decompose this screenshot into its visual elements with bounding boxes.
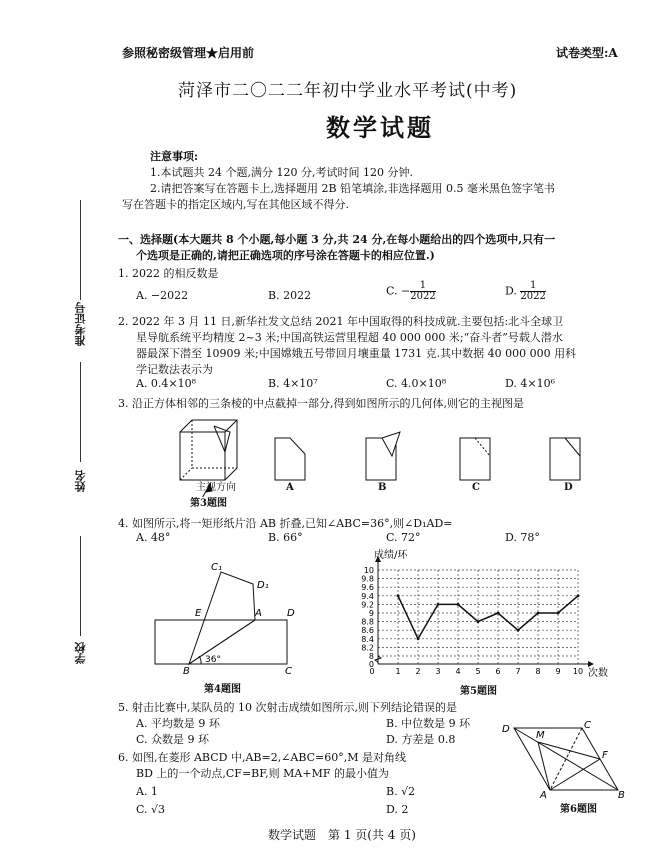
chart-y-tick-label: 8.4 — [361, 634, 374, 644]
margin-line — [80, 362, 81, 462]
chart-x-tick-label: 0 — [369, 667, 375, 676]
chart-x-tick-label: 9 — [555, 667, 561, 676]
q5-option-a: A. 平均数是 9 环 — [136, 717, 220, 730]
q1-d-fraction — [520, 281, 545, 302]
chart-y-tick-label: 10 — [363, 566, 374, 575]
chart-y-tick-label: 8.2 — [361, 643, 374, 653]
q2-option-a: A. 0.4×10⁸ — [136, 377, 197, 390]
chart-ylabel: 成绩/环 — [374, 550, 408, 561]
chart-y-tick-label: 9.4 — [361, 591, 374, 601]
page-footer: 数学试题 第 1 页(共 4 页) — [268, 828, 416, 842]
notes-item-2a: 2.请把答案写在答题卡上,选择题用 2B 铅笔填涂,非选择题用 0.5 毫米黑色签字笔书 — [150, 182, 556, 195]
q2-line1: 2. 2022 年 3 月 11 日,新华社发文总结 2021 年中国取得的科技成就.主要包括:北斗全球卫 — [118, 315, 564, 328]
q3-option-b-figure — [366, 432, 400, 480]
q6-label-d: D — [502, 724, 510, 735]
q2-line3: 器最深下潜至 10909 米;中国嫦娥五号带回月壤重量 1731 克.其中数据 40 000 000 用科 — [136, 347, 577, 360]
q1-d-num: 1 — [520, 281, 545, 292]
q4-label-e: E — [195, 608, 202, 619]
chart-x-tick-label: 1 — [395, 667, 401, 676]
chart-x-tick-labels — [369, 667, 583, 676]
q3-option-d-figure — [550, 438, 580, 480]
q6-label-c: C — [584, 720, 591, 731]
q4-option-c: C. 72° — [386, 531, 421, 544]
q1-option-d — [505, 281, 546, 302]
chart-y-tick-labels — [361, 566, 374, 669]
header-right: 试卷类型:A — [556, 46, 618, 60]
q3-label-c: C — [472, 482, 480, 493]
margin-name: 姓名 — [74, 470, 87, 492]
chart-x-tick-label: 10 — [572, 667, 584, 676]
q4-label-c1: C₁ — [211, 562, 222, 573]
q6-option-b: B. √2 — [386, 785, 416, 798]
chart-x-arrow — [588, 661, 594, 667]
chart-point — [517, 629, 520, 632]
q6-option-d: D. 2 — [386, 803, 409, 816]
chart-y-tick-label: 8 — [368, 652, 374, 661]
q3-option-c-figure — [460, 438, 490, 480]
q3-label-d: D — [564, 482, 573, 493]
q1-d-den: 2022 — [520, 291, 546, 302]
chart-x-tick-label: 2 — [415, 667, 421, 676]
q1-option-b: B. 2022 — [268, 289, 312, 302]
q1-option-a: A. −2022 — [136, 289, 189, 302]
q3-label-a: A — [286, 482, 294, 493]
chart-point — [457, 603, 460, 606]
chart-series-line — [398, 596, 578, 639]
q5-option-d: D. 方差是 0.8 — [386, 733, 456, 746]
q6-rhombus-figure — [500, 718, 630, 800]
margin-zkzh: 准考证号 — [74, 302, 87, 346]
q6-option-c: C. √3 — [136, 803, 166, 816]
q4-option-a: A. 48° — [136, 531, 171, 544]
q3-fig-caption: 第3题图 — [190, 498, 227, 509]
section1-line1: 一、选择题(本大题共 8 个小题,每小题 3 分,共 24 分,在每小题给出的四个选项中,只有一 — [118, 233, 556, 246]
subject-title: 数学试题 — [326, 113, 434, 142]
chart-y-tick-label: 8.8 — [361, 617, 374, 627]
q4-option-b: B. 66° — [268, 531, 303, 544]
chart-y-tick-label: 9.6 — [361, 583, 374, 593]
q4-label-c: C — [285, 666, 292, 677]
chart-xlabel: 次数 — [588, 668, 608, 679]
q2-line4: 学记数法表示为 — [136, 363, 213, 376]
q6-fig-caption: 第6题图 — [560, 804, 597, 815]
q1-stem: 1. 2022 的相反数是 — [118, 267, 219, 280]
q3-figures — [170, 412, 610, 497]
chart-point — [397, 594, 400, 597]
notes-item-1: 1.本试题共 24 个题,满分 120 分,考试时间 120 分钟. — [150, 166, 413, 179]
chart-x-tick-label: 6 — [495, 667, 501, 676]
q2-option-c: C. 4.0×10⁸ — [386, 377, 447, 390]
q2-option-b: B. 4×10⁷ — [268, 377, 318, 390]
chart-point — [417, 637, 420, 640]
section1-line2: 个选项是正确的,请把正确选项的序号涂在答题卡的相应位置.) — [136, 249, 435, 262]
chart-axes — [375, 556, 594, 667]
header-left: 参照秘密级管理★启用前 — [122, 46, 255, 60]
q1-c-fraction — [410, 281, 435, 302]
q4-fig-caption: 第4题图 — [204, 684, 241, 695]
q6-option-a: A. 1 — [136, 785, 158, 798]
margin-line — [80, 200, 81, 300]
q4-label-b: B — [183, 666, 190, 677]
chart-y-tick-label: 9.8 — [361, 574, 374, 584]
q6-line2: BD 上的一个动点,CF=BF,则 MA+MF 的最小值为 — [136, 767, 389, 780]
margin-line — [80, 536, 81, 636]
q4-label-d1: D₁ — [257, 580, 269, 591]
q5-stem: 5. 射击比赛中,某队员的 10 次射击成绩如图所示,则下列结论错误的是 — [118, 701, 457, 714]
chart-x-tick-label: 5 — [475, 667, 481, 676]
q4-stem: 4. 如图所示,将一矩形纸片沿 AB 折叠,已知∠ABC=36°,则∠D₁AD= — [118, 517, 453, 530]
q3-label-b: B — [378, 482, 387, 493]
chart-x-tick-label: 8 — [535, 667, 541, 676]
q4-label-d: D — [287, 608, 295, 619]
q6-label-b: B — [618, 790, 625, 800]
q5-option-c: C. 众数是 9 环 — [136, 733, 210, 746]
q5-line-chart — [350, 548, 618, 680]
chart-y-tick-label: 9.2 — [361, 600, 374, 610]
q6-label-f: F — [602, 750, 608, 761]
chart-point — [577, 594, 580, 597]
q3-view-direction: 主视方向 — [196, 482, 236, 493]
q1-c-den: 2022 — [410, 291, 436, 302]
exam-title: 菏泽市二〇二二年初中学业水平考试(中考) — [178, 81, 518, 101]
q2-option-d: D. 4×10⁶ — [505, 377, 556, 390]
q4-label-a: A — [255, 608, 262, 619]
chart-x-tick-label: 3 — [435, 667, 441, 676]
chart-point — [557, 612, 560, 615]
q4-label-angle: 36° — [205, 655, 221, 665]
q1-option-c — [386, 281, 436, 302]
chart-x-tick-label: 7 — [515, 667, 521, 676]
notes-item-2b: 写在答题卡的指定区域内,写在其他区域不得分. — [122, 198, 349, 211]
margin-school: 学校 — [74, 642, 87, 664]
q5-option-b: B. 中位数是 9 环 — [386, 717, 471, 730]
q4-option-d: D. 78° — [505, 531, 540, 544]
chart-point — [437, 603, 440, 606]
q4-figure — [145, 560, 305, 680]
chart-y-tick-label: 9 — [368, 609, 374, 618]
chart-y-tick-label: 8.6 — [361, 626, 374, 636]
chart-point — [537, 612, 540, 615]
q1-d-prefix: D. — [505, 284, 521, 298]
q3-option-a-figure — [275, 438, 305, 480]
chart-x-tick-label: 4 — [455, 667, 461, 676]
chart-point — [477, 620, 480, 623]
q2-line2: 星导航系统平均精度 2~3 米;中国高铁运营里程超 40 000 000 米;“奋斗者”号载人潜水 — [136, 331, 563, 344]
q6-line1: 6. 如图,在菱形 ABCD 中,AB=2,∠ABC=60°,M 是对角线 — [118, 751, 407, 764]
q6-label-m: M — [536, 730, 545, 741]
q3-stem: 3. 沿正方体相邻的三条棱的中点截掉一部分,得到如图所示的几何体,则它的主视图是 — [118, 397, 524, 410]
q1-c-prefix: C. − — [386, 284, 411, 298]
notes-heading: 注意事项: — [150, 150, 199, 163]
q5-fig-caption: 第5题图 — [460, 686, 497, 697]
chart-point — [497, 612, 500, 615]
q6-label-a: A — [540, 790, 547, 800]
q1-c-num: 1 — [410, 281, 435, 292]
chart-y-tick-label: 0 — [368, 660, 374, 669]
